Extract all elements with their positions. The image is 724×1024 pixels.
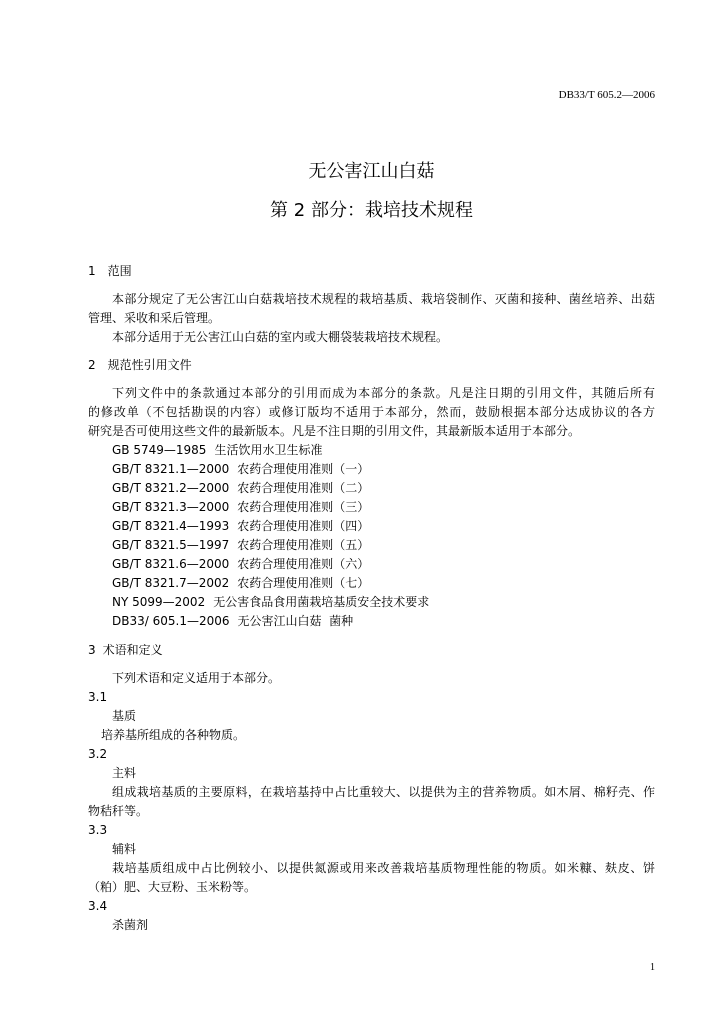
reference-item (88, 498, 655, 517)
term-name: 基质 (112, 709, 137, 723)
reference-title: 农药合理使用准则（六） (237, 557, 370, 571)
reference-code: GB/T 8321.2—2000 (112, 481, 230, 495)
reference-title: 农药合理使用准则（四） (237, 519, 370, 533)
reference-title: 农药合理使用准则（一） (237, 462, 370, 476)
paragraph-line: 下列文件中的条款通过本部分的引用而成为本部分的条款。凡是注日期的引用文件，其随后所有 (112, 386, 655, 400)
paragraph-line: 管理、采收和采后管理。 (88, 311, 221, 325)
standard-code: DB33/T 605.2—2006 (558, 89, 655, 101)
reference-item (88, 536, 655, 555)
section-number: 2 (88, 358, 96, 372)
page-number: 1 (650, 962, 655, 973)
section-title: 规范性引用文件 (107, 358, 192, 372)
section-title: 术语和定义 (102, 643, 163, 657)
reference-item (88, 555, 655, 574)
reference-item (88, 441, 655, 460)
term-definition-line: 物秸秆等。 (88, 804, 149, 818)
reference-item (88, 593, 655, 612)
reference-item (88, 479, 655, 498)
reference-title: 农药合理使用准则（七） (237, 576, 370, 590)
term-number: 3.1 (88, 690, 108, 704)
term-definition-line: 培养基所组成的各种物质。 (101, 728, 246, 742)
section-heading-terms-definitions (88, 641, 655, 660)
reference-item (88, 517, 655, 536)
paragraph-line: 下列术语和定义适用于本部分。 (112, 671, 281, 685)
reference-item (88, 460, 655, 479)
section-heading-normative-references (88, 356, 655, 375)
reference-code: NY 5099—2002 (112, 595, 206, 609)
reference-title: 生活饮用水卫生标准 (214, 443, 323, 457)
reference-code: DB33/ 605.1—2006 (112, 614, 230, 628)
reference-title: 无公害食品食用菌栽培基质安全技术要求 (213, 595, 430, 609)
reference-code: GB/T 8321.1—2000 (112, 462, 230, 476)
term-name: 杀菌剂 (112, 918, 149, 932)
reference-title: 农药合理使用准则（二） (237, 481, 370, 495)
reference-title: 无公害江山白菇 菌种 (237, 614, 354, 628)
paragraph-line: 研究是否可使用这些文件的最新版本。凡是不注日期的引用文件，其最新版本适用于本部分。 (88, 424, 581, 438)
reference-code: GB/T 8321.3—2000 (112, 500, 230, 514)
reference-code: GB/T 8321.6—2000 (112, 557, 230, 571)
term-name: 主料 (112, 766, 137, 780)
reference-code: GB/T 8321.4—1993 (112, 519, 230, 533)
section-heading-scope (88, 262, 655, 281)
paragraph-line: 的修改单（不包括勘误的内容）或修订版均不适用于本部分，然而，鼓励根据本部分达成协议的各方 (88, 405, 655, 419)
reference-item (88, 612, 655, 631)
reference-code: GB/T 8321.7—2002 (112, 576, 230, 590)
section-number: 1 (88, 264, 96, 278)
section-number: 3 (88, 643, 96, 657)
document-subtitle: 第 2 部分：栽培技术规程 (270, 200, 473, 221)
term-number: 3.2 (88, 747, 108, 761)
term-definition-line: （粕）肥、大豆粉、玉米粉等。 (88, 880, 257, 894)
paragraph-line: 本部分规定了无公害江山白菇栽培技术规程的栽培基质、栽培袋制作、灭菌和接种、菌丝培养、出菇 (112, 292, 655, 306)
term-number: 3.4 (88, 899, 108, 913)
document-body (88, 262, 655, 935)
paragraph-line: 本部分适用于无公害江山白菇的室内或大棚袋装栽培技术规程。 (112, 330, 449, 344)
section-title: 范围 (107, 264, 132, 278)
term-definition-line: 组成栽培基质的主要原料，在栽培基持中占比重较大、以提供为主的营养物质。如木屑、棉籽壳、作 (112, 785, 655, 799)
reference-item (88, 574, 655, 593)
document-title: 无公害江山白菇 (308, 161, 435, 182)
term-name: 辅料 (112, 842, 137, 856)
reference-code: GB 5749—1985 (112, 443, 207, 457)
reference-title: 农药合理使用准则（五） (237, 538, 370, 552)
reference-code: GB/T 8321.5—1997 (112, 538, 230, 552)
term-number: 3.3 (88, 823, 108, 837)
reference-title: 农药合理使用准则（三） (237, 500, 370, 514)
term-definition-line: 栽培基质组成中占比例较小、以提供氮源或用来改善栽培基质物理性能的物质。如米糠、麸皮、饼 (112, 861, 655, 875)
